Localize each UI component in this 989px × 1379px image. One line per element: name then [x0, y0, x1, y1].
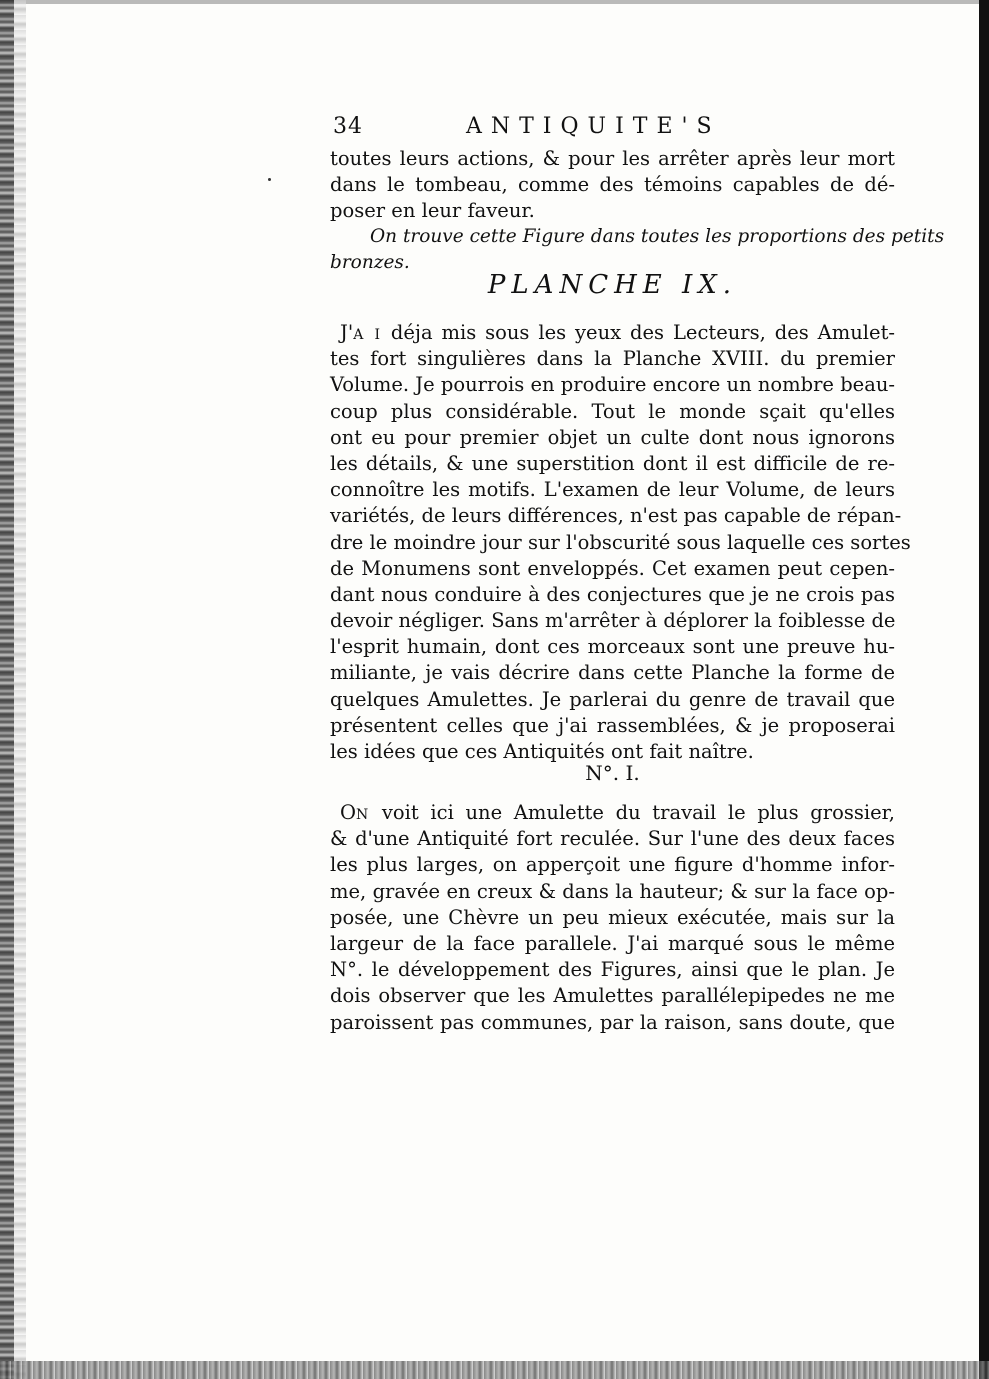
text-line: [330, 800, 895, 826]
text-line: dre le moindre jour sur l'obscurité sous laquelle ces sortes: [330, 530, 911, 554]
text-line: bronzes.: [330, 252, 410, 274]
text-line: les plus larges, on apperçoit une figure d'homme infor-: [330, 853, 895, 877]
scan-edge-bottom: [0, 1361, 989, 1379]
plate-heading: PLANCHE IX.: [487, 270, 738, 300]
continuation-paragraph: [330, 146, 895, 225]
page-number: 34: [333, 114, 363, 139]
text-line: ont eu pour premier objet un culte dont nous ignorons: [330, 425, 895, 449]
text-line: miliante, je vais décrire dans cette Planche la forme de: [330, 661, 895, 685]
text-line: [330, 320, 895, 346]
smallcaps: N: [356, 807, 371, 823]
text-line: dant nous conduire à des conjectures que je ne crois pas: [330, 582, 895, 606]
dropcap: J': [340, 321, 354, 344]
scan-edge-right: [979, 0, 989, 1379]
text-line: posée, une Chèvre un peu mieux exécutée, mais sur la: [330, 905, 895, 929]
text-line: variétés, de leurs différences, n'est pas capable de répan-: [330, 504, 902, 528]
text-line: dois observer que les Amulettes parallélepipedes ne me: [330, 984, 895, 1008]
text-line: de Monumens sont enveloppés. Cet examen peut cepen-: [330, 556, 895, 580]
text-line: l'esprit humain, dont ces morceaux sont une preuve hu-: [330, 635, 895, 659]
text-line: les idées que ces Antiquités ont fait naître.: [330, 740, 754, 763]
running-title: ANTIQUITE'S: [466, 114, 721, 139]
text-run: déja mis sous les yeux des Lecteurs, des Amulet-: [381, 321, 895, 344]
scan-edge-left-shadow: [14, 0, 26, 1379]
text-run: voit ici une Amulette du travail le plus grossier,: [370, 801, 895, 824]
text-line: les détails, & une superstition dont il est difficile de re-: [330, 451, 895, 475]
plate-paragraph: [330, 320, 911, 765]
text-line: On trouve cette Figure dans toutes les proportions des petits: [370, 226, 945, 247]
text-line: dans le tombeau, comme des témoins capables de dé-: [330, 173, 895, 197]
text-line: connoître les motifs. L'examen de leur Volume, de leurs: [330, 478, 895, 502]
note-paragraph: [330, 224, 945, 276]
text-line: paroissent pas communes, par la raison, sans doute, que: [330, 1010, 895, 1034]
text-line: poser en leur faveur.: [330, 199, 535, 223]
text-line: quelques Amulettes. Je parlerai du genre de travail que: [330, 687, 895, 711]
text-line: devoir négliger. Sans m'arrêter à déplorer la foiblesse de: [330, 609, 896, 633]
text-line: présentent celles que j'ai rassemblées, & je proposerai: [330, 713, 895, 737]
text-line: N°. le développement des Figures, ainsi que le plan. Je: [330, 958, 895, 982]
text-line: Volume. Je pourrois en produire encore un nombre beau-: [330, 373, 895, 397]
text-line: toutes leurs actions, & pour les arrêter après leur mort: [330, 147, 895, 170]
text-line: coup plus considérable. Tout le monde sçait qu'elles: [330, 399, 895, 423]
section-paragraph: [330, 800, 895, 1036]
text-line: me, gravée en creux & dans la hauteur; & sur la face op-: [330, 879, 895, 903]
ink-speck: [268, 178, 271, 181]
scan-edge-left: [0, 0, 14, 1379]
smallcaps: A I: [353, 327, 382, 343]
section-heading: N°. I.: [585, 761, 640, 785]
running-header: [333, 114, 893, 144]
text-line: tes fort singulières dans la Planche XVIII. du premier: [330, 347, 895, 371]
dropcap: O: [340, 801, 356, 824]
text-line: & d'une Antiquité fort reculée. Sur l'une des deux faces: [330, 827, 895, 851]
scan-edge-top: [0, 0, 989, 4]
text-line: largeur de la face parallele. J'ai marqué sous le même: [330, 931, 895, 955]
